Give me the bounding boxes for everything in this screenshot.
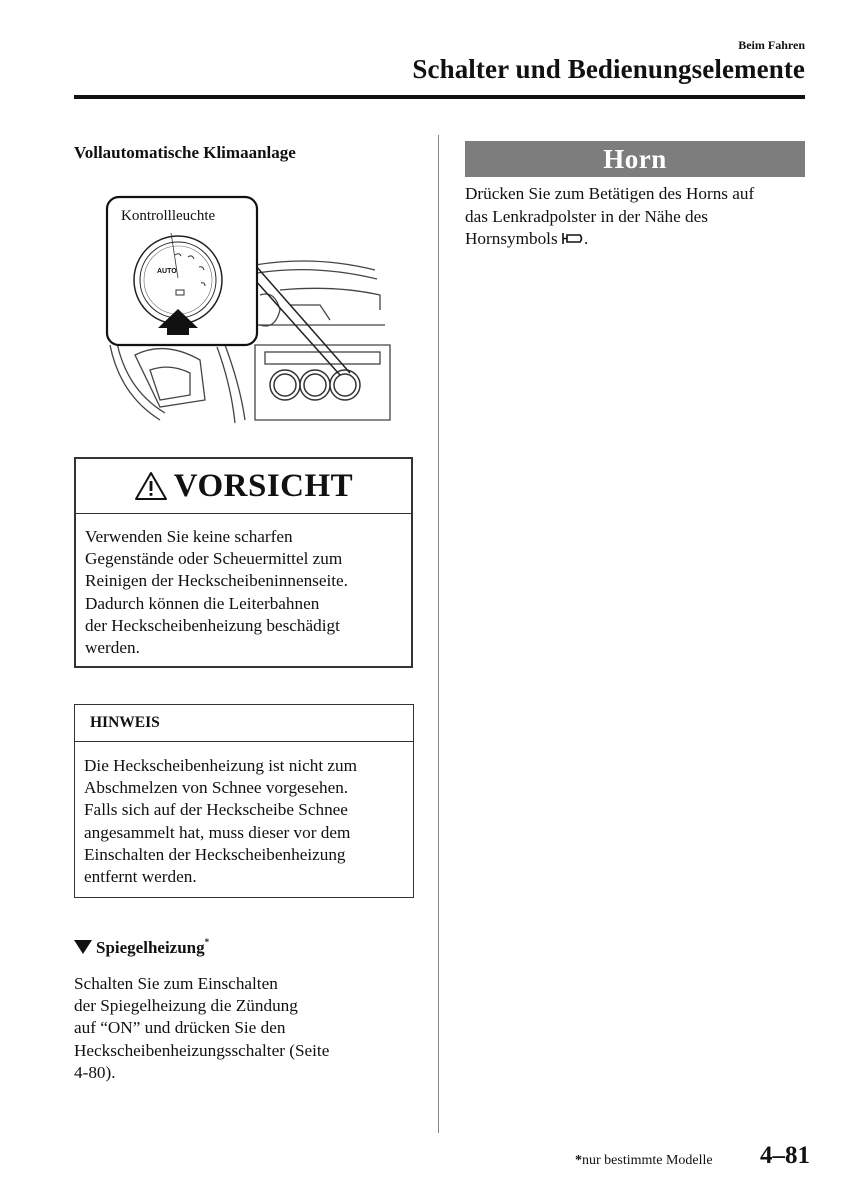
note-line: Einschalten der Heckscheibenheizung — [84, 844, 346, 864]
horn-section-header — [465, 141, 805, 177]
horn-title: Horn — [603, 143, 667, 174]
note-line: angesammelt hat, muss dieser vor dem — [84, 822, 351, 842]
horn-line: das Lenkradpolster in der Nähe des — [465, 206, 708, 226]
mirror-line: Heckscheibenheizungsschalter (Seite — [74, 1040, 330, 1060]
footnote — [575, 1153, 713, 1169]
footnote-marker: * — [575, 1153, 582, 1168]
caution-line: werden. — [85, 638, 140, 658]
note-box — [74, 704, 414, 898]
note-line: Abschmelzen von Schnee vorgesehen. — [84, 778, 349, 798]
horn-text — [465, 183, 810, 251]
page-number: 4–81 — [760, 1142, 810, 1169]
mirror-heating-heading — [74, 937, 209, 958]
climate-control-illustration — [105, 195, 435, 435]
horn-line-end: . — [583, 229, 589, 248]
caution-title: VORSICHT — [173, 467, 354, 504]
warning-triangle-icon — [134, 471, 168, 501]
horn-line-with-icon — [465, 228, 810, 251]
horn-line: Drücken Sie zum Betätigen des Horns auf — [465, 184, 755, 203]
header-divider — [74, 95, 805, 99]
mirror-heading-text: Spiegelheizung — [96, 938, 205, 957]
note-title: HINWEIS — [90, 714, 160, 731]
note-header — [75, 705, 413, 742]
note-line: Falls sich auf der Heckscheibe Schnee — [84, 800, 348, 820]
page-title: Schalter und Bedienungselemente — [412, 54, 805, 84]
mirror-line: 4-80). — [74, 1062, 116, 1082]
column-divider — [438, 135, 439, 1133]
footnote-text: nur bestimmte Modelle — [582, 1153, 713, 1168]
climate-section-heading: Vollautomatische Klimaanlage — [74, 143, 296, 162]
callout-label: Kontrollleuchte — [121, 208, 216, 224]
chapter-label: Beim Fahren — [738, 38, 805, 52]
triangle-bullet-icon — [74, 940, 92, 954]
caution-box — [74, 457, 413, 668]
caution-line: Verwenden Sie keine scharfen — [85, 527, 293, 546]
caution-text — [85, 526, 405, 659]
mirror-heating-text — [74, 973, 404, 1084]
note-line: Die Heckscheibenheizung ist nicht zum — [84, 756, 358, 775]
note-text — [84, 755, 409, 888]
caution-line: Reinigen der Heckscheibeninnenseite. — [85, 571, 348, 591]
caution-header — [76, 459, 411, 514]
mirror-line: Schalten Sie zum Einschalten — [74, 974, 278, 993]
horn-icon — [562, 232, 584, 245]
mirror-line: auf “ON” und drücken Sie den — [74, 1018, 286, 1038]
caution-line: der Heckscheibenheizung beschädigt — [85, 615, 340, 635]
svg-text:AUTO: AUTO — [157, 268, 177, 275]
caution-line: Dadurch können die Leiterbahnen — [85, 593, 320, 613]
horn-line: Hornsymbols — [465, 229, 562, 248]
caution-line: Gegenstände oder Scheuermittel zum — [85, 549, 343, 569]
model-marker: * — [204, 937, 210, 947]
note-line: entfernt werden. — [84, 867, 197, 887]
mirror-line: der Spiegelheizung die Zündung — [74, 996, 298, 1016]
